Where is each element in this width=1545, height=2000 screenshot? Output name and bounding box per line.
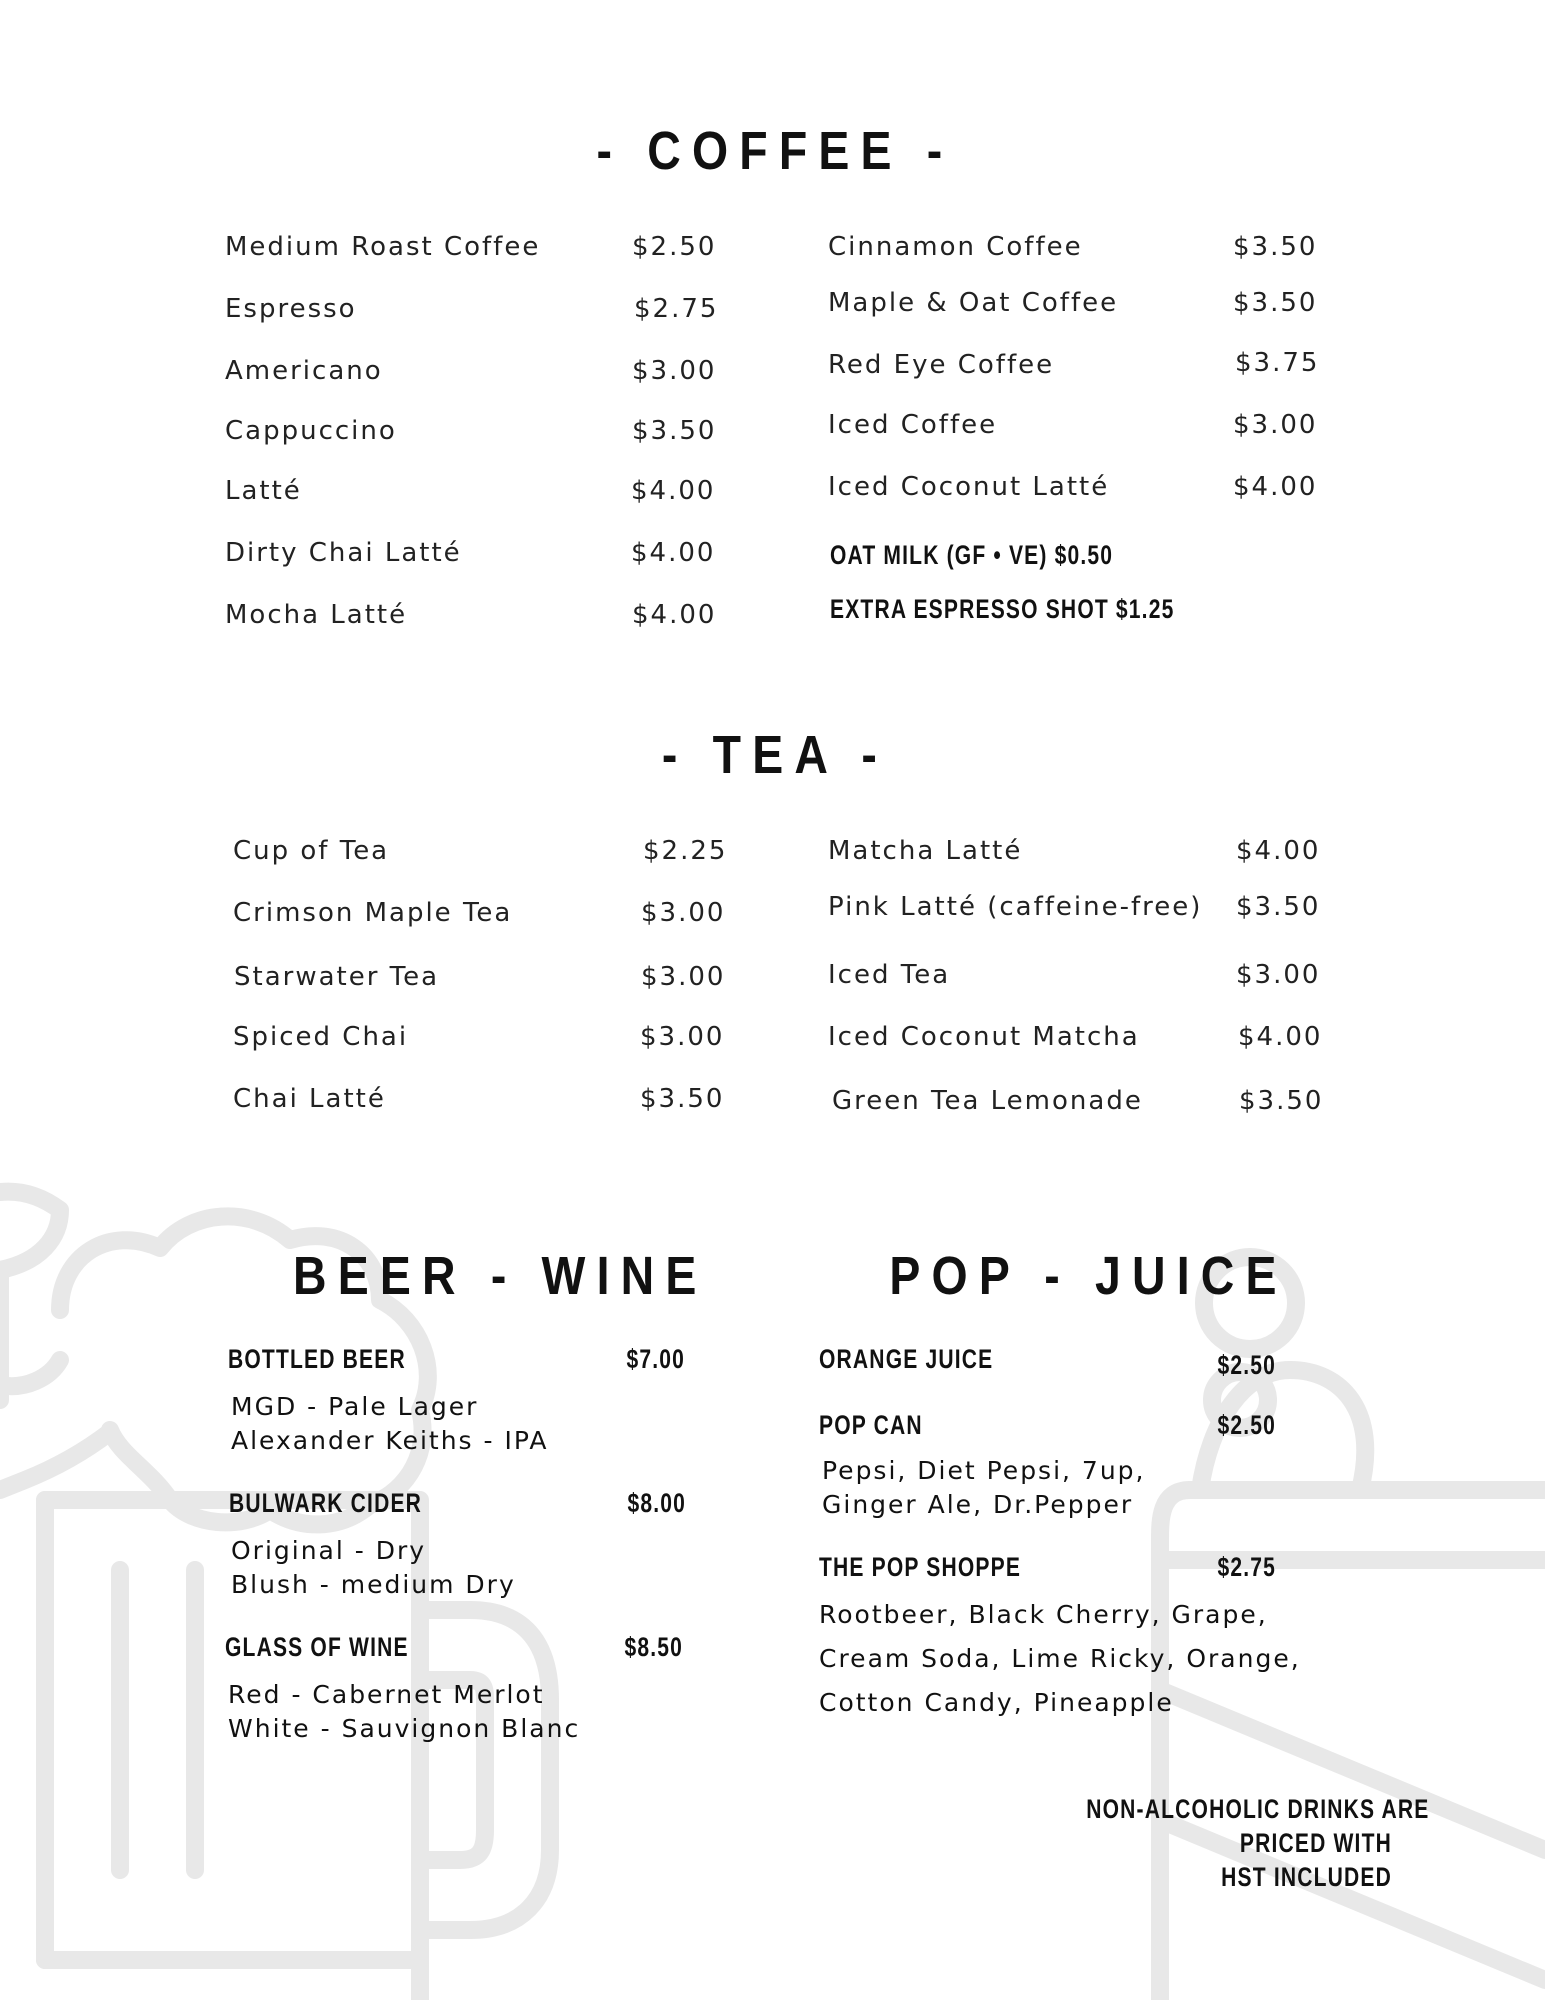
bulwark-cider-desc-1: Original - Dry bbox=[231, 1536, 427, 1565]
menu-item-name: Espresso bbox=[225, 294, 357, 324]
pop-shoppe-desc-2: Cream Soda, Lime Ricky, Orange, bbox=[819, 1644, 1301, 1673]
menu-item-name: Dirty Chai Latté bbox=[225, 538, 462, 568]
menu-item-price: $4.00 bbox=[1238, 1022, 1323, 1052]
menu-item-price: $3.50 bbox=[640, 1084, 725, 1114]
menu-item-name: Iced Coffee bbox=[828, 410, 998, 440]
menu-item-price: $3.50 bbox=[1239, 1086, 1324, 1116]
orange-juice-price: $2.50 bbox=[1217, 1350, 1276, 1380]
pop-shoppe-price: $2.75 bbox=[1217, 1552, 1276, 1582]
menu-item-price: $3.50 bbox=[1233, 232, 1318, 262]
pop-can-desc-1: Pepsi, Diet Pepsi, 7up, bbox=[822, 1456, 1146, 1485]
beer-wine-heading: BEER - WINE bbox=[293, 1246, 708, 1306]
pop-can-label: POP CAN bbox=[819, 1410, 923, 1440]
menu-item-price: $3.00 bbox=[632, 356, 717, 386]
pop-can-desc-2: Ginger Ale, Dr.Pepper bbox=[822, 1490, 1134, 1519]
menu-item-price: $4.00 bbox=[1233, 472, 1318, 502]
menu-item-name: Red Eye Coffee bbox=[828, 350, 1055, 380]
menu-item-price: $2.75 bbox=[634, 294, 719, 324]
menu-item-price: $3.75 bbox=[1235, 348, 1320, 378]
bottled-beer-desc-1: MGD - Pale Lager bbox=[231, 1392, 479, 1421]
menu-item-name: Pink Latté (caffeine-free) bbox=[828, 892, 1203, 922]
menu-item-name: Starwater Tea bbox=[234, 962, 440, 992]
menu-item-name: Mocha Latté bbox=[225, 600, 408, 630]
glass-of-wine-desc-2: White - Sauvignon Blanc bbox=[228, 1714, 581, 1743]
menu-item-name: Cup of Tea bbox=[233, 836, 390, 866]
menu-item-name: Americano bbox=[225, 356, 383, 386]
menu-item-name: Spiced Chai bbox=[233, 1022, 409, 1052]
coffee-heading: - COFFEE - bbox=[596, 121, 954, 181]
menu-item-price: $3.50 bbox=[632, 416, 717, 446]
tea-heading: - TEA - bbox=[661, 725, 889, 785]
menu-item-price: $4.00 bbox=[632, 600, 717, 630]
menu-item-name: Iced Coconut Latté bbox=[828, 472, 1110, 502]
menu-item-name: Latté bbox=[225, 476, 302, 506]
menu-item-price: $3.00 bbox=[1236, 960, 1321, 990]
hst-note-line-2: PRICED WITH bbox=[1239, 1828, 1392, 1858]
orange-juice-label: ORANGE JUICE bbox=[819, 1344, 994, 1374]
menu-item-price: $3.00 bbox=[1233, 410, 1318, 440]
menu-item-name: Green Tea Lemonade bbox=[832, 1086, 1143, 1116]
menu-item-name: Crimson Maple Tea bbox=[233, 898, 513, 928]
hst-note-line-1: NON-ALCOHOLIC DRINKS ARE bbox=[1086, 1794, 1430, 1824]
glass-of-wine-price: $8.50 bbox=[624, 1632, 683, 1662]
hst-note-line-3: HST INCLUDED bbox=[1221, 1862, 1392, 1892]
menu-item-price: $3.00 bbox=[640, 1022, 725, 1052]
menu-item-price: $2.25 bbox=[643, 836, 728, 866]
menu-item-price: $4.00 bbox=[631, 476, 716, 506]
menu-item-name: Chai Latté bbox=[233, 1084, 386, 1114]
bulwark-cider-label: BULWARK CIDER bbox=[229, 1488, 423, 1518]
menu-item-price: $2.50 bbox=[632, 232, 717, 262]
menu-item-name: Maple & Oat Coffee bbox=[828, 288, 1119, 318]
menu-item-price: $4.00 bbox=[631, 538, 716, 568]
pop-shoppe-label: THE POP SHOPPE bbox=[819, 1552, 1022, 1582]
menu-item-name: Matcha Latté bbox=[828, 836, 1023, 866]
bulwark-cider-desc-2: Blush - medium Dry bbox=[231, 1570, 516, 1599]
menu-item-name: Cinnamon Coffee bbox=[828, 232, 1083, 262]
oat-milk-addon: OAT MILK (GF • VE) $0.50 bbox=[830, 540, 1114, 570]
pop-shoppe-desc-3: Cotton Candy, Pineapple bbox=[819, 1688, 1174, 1717]
menu-item-price: $3.00 bbox=[641, 898, 726, 928]
bulwark-cider-price: $8.00 bbox=[627, 1488, 686, 1518]
extra-shot-addon: EXTRA ESPRESSO SHOT $1.25 bbox=[830, 594, 1175, 624]
glass-of-wine-label: GLASS OF WINE bbox=[225, 1632, 409, 1662]
bottled-beer-desc-2: Alexander Keiths - IPA bbox=[231, 1426, 549, 1455]
pop-can-price: $2.50 bbox=[1217, 1410, 1276, 1440]
bottled-beer-price: $7.00 bbox=[626, 1344, 685, 1374]
menu-item-price: $3.50 bbox=[1236, 892, 1321, 922]
glass-of-wine-desc-1: Red - Cabernet Merlot bbox=[228, 1680, 545, 1709]
menu-item-price: $3.00 bbox=[641, 962, 726, 992]
pop-juice-heading: POP - JUICE bbox=[889, 1246, 1288, 1306]
pop-shoppe-desc-1: Rootbeer, Black Cherry, Grape, bbox=[819, 1600, 1268, 1629]
menu-item-name: Iced Tea bbox=[828, 960, 951, 990]
menu-item-name: Medium Roast Coffee bbox=[225, 232, 541, 262]
menu-item-price: $4.00 bbox=[1236, 836, 1321, 866]
menu-item-name: Cappuccino bbox=[225, 416, 397, 446]
menu-item-name: Iced Coconut Matcha bbox=[828, 1022, 1140, 1052]
menu-item-price: $3.50 bbox=[1233, 288, 1318, 318]
bottled-beer-label: BOTTLED BEER bbox=[228, 1344, 406, 1374]
